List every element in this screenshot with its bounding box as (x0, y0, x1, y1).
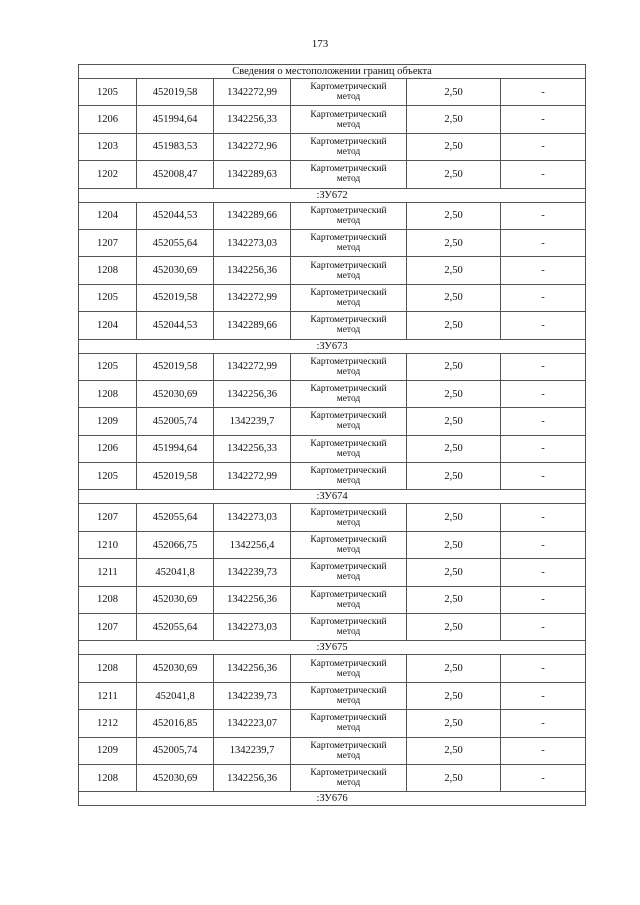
method-cell (291, 463, 407, 490)
accuracy-cell: 2,50 (407, 435, 501, 462)
x-coordinate-cell: 452019,58 (137, 353, 214, 380)
method-cell (291, 380, 407, 407)
y-coordinate-cell: 1342256,36 (214, 764, 291, 791)
method-line-2: метод (336, 778, 361, 789)
y-coordinate-cell: 1342256,36 (214, 380, 291, 407)
y-coordinate-cell: 1342272,99 (214, 284, 291, 311)
method-cell (291, 312, 407, 339)
note-cell: - (501, 655, 586, 682)
accuracy-cell: 2,50 (407, 79, 501, 106)
point-number-cell: 1208 (79, 586, 137, 613)
parcel-label: :ЗУ675 (79, 641, 586, 655)
point-number-cell: 1205 (79, 463, 137, 490)
y-coordinate-cell: 1342272,99 (214, 353, 291, 380)
method-cell (291, 737, 407, 764)
note-cell: - (501, 229, 586, 256)
method-cell (291, 764, 407, 791)
method-line-2: метод (336, 750, 361, 761)
method-line-2: метод (336, 545, 361, 556)
y-coordinate-cell: 1342256,36 (214, 257, 291, 284)
parcel-label: :ЗУ676 (79, 792, 586, 806)
accuracy-cell: 2,50 (407, 559, 501, 586)
accuracy-cell: 2,50 (407, 764, 501, 791)
note-cell: - (501, 79, 586, 106)
point-number-cell: 1206 (79, 106, 137, 133)
method-line-2: метод (336, 599, 361, 610)
point-number-cell: 1205 (79, 284, 137, 311)
x-coordinate-cell: 452005,74 (137, 408, 214, 435)
point-number-cell: 1202 (79, 161, 137, 188)
method-line-1: Картометрический (310, 740, 387, 751)
method-line-2: метод (336, 696, 361, 706)
method-line-1: Картометрический (310, 507, 387, 518)
note-cell: - (501, 559, 586, 586)
x-coordinate-cell: 452066,75 (137, 531, 214, 558)
accuracy-cell: 2,50 (407, 229, 501, 256)
point-number-cell: 1205 (79, 79, 137, 106)
method-line-2: метод (336, 723, 361, 734)
parcel-label-row (79, 490, 586, 504)
method-line-2: метод (336, 517, 361, 528)
note-cell: - (501, 161, 586, 188)
table-row (79, 106, 586, 133)
point-number-cell: 1207 (79, 504, 137, 531)
point-number-cell: 1206 (79, 435, 137, 462)
method-line-1: Картометрический (310, 562, 387, 573)
method-line-2: метод (336, 215, 361, 226)
note-cell: - (501, 463, 586, 490)
parcel-label: :ЗУ673 (79, 339, 586, 353)
method-line-1: Картометрический (310, 713, 387, 724)
note-cell: - (501, 586, 586, 613)
x-coordinate-cell: 451994,64 (137, 435, 214, 462)
x-coordinate-cell: 452055,64 (137, 614, 214, 641)
x-coordinate-cell: 452030,69 (137, 257, 214, 284)
y-coordinate-cell: 1342256,36 (214, 655, 291, 682)
point-number-cell: 1209 (79, 737, 137, 764)
note-cell: - (501, 764, 586, 791)
table-row (79, 531, 586, 558)
point-number-cell: 1211 (79, 682, 137, 709)
y-coordinate-cell: 1342239,73 (214, 559, 291, 586)
accuracy-cell: 2,50 (407, 257, 501, 284)
method-line-1: Картометрический (310, 109, 387, 120)
table-row (79, 79, 586, 106)
method-cell (291, 504, 407, 531)
y-coordinate-cell: 1342272,99 (214, 79, 291, 106)
table-row (79, 161, 586, 188)
method-cell (291, 435, 407, 462)
method-line-1: Картометрический (310, 384, 387, 395)
y-coordinate-cell: 1342273,03 (214, 229, 291, 256)
method-cell (291, 353, 407, 380)
note-cell: - (501, 106, 586, 133)
point-number-cell: 1204 (79, 202, 137, 229)
note-cell: - (501, 353, 586, 380)
table-row (79, 202, 586, 229)
note-cell: - (501, 312, 586, 339)
point-number-cell: 1207 (79, 229, 137, 256)
accuracy-cell: 2,50 (407, 737, 501, 764)
x-coordinate-cell: 452055,64 (137, 229, 214, 256)
method-cell (291, 710, 407, 737)
method-line-1: Картометрический (310, 82, 387, 93)
table-row (79, 463, 586, 490)
accuracy-cell: 2,50 (407, 106, 501, 133)
x-coordinate-cell: 452019,58 (137, 463, 214, 490)
method-line-1: Картометрический (310, 315, 387, 326)
method-line-2: метод (336, 572, 361, 583)
accuracy-cell: 2,50 (407, 614, 501, 641)
method-cell (291, 655, 407, 682)
x-coordinate-cell: 452030,69 (137, 655, 214, 682)
y-coordinate-cell: 1342239,7 (214, 408, 291, 435)
parcel-label-row (79, 641, 586, 655)
note-cell: - (501, 202, 586, 229)
table-row (79, 257, 586, 284)
table-row (79, 133, 586, 160)
method-cell (291, 408, 407, 435)
table-row (79, 586, 586, 613)
method-line-2: метод (336, 627, 361, 638)
table-row (79, 764, 586, 791)
method-line-2: метод (336, 476, 361, 487)
method-line-2: метод (336, 146, 361, 157)
method-line-2: метод (336, 394, 361, 405)
accuracy-cell: 2,50 (407, 504, 501, 531)
note-cell: - (501, 257, 586, 284)
x-coordinate-cell: 451983,53 (137, 133, 214, 160)
method-line-1: Картометрический (310, 411, 387, 422)
table-row (79, 229, 586, 256)
parcel-label: :ЗУ674 (79, 490, 586, 504)
method-line-2: метод (336, 174, 361, 185)
method-line-1: Картометрический (310, 205, 387, 216)
method-cell (291, 531, 407, 558)
point-number-cell: 1208 (79, 655, 137, 682)
x-coordinate-cell: 452030,69 (137, 586, 214, 613)
parcel-label: :ЗУ672 (79, 188, 586, 202)
y-coordinate-cell: 1342289,66 (214, 202, 291, 229)
note-cell: - (501, 614, 586, 641)
method-line-2: метод (336, 297, 361, 308)
x-coordinate-cell: 452044,53 (137, 202, 214, 229)
x-coordinate-cell: 452016,85 (137, 710, 214, 737)
method-line-2: метод (336, 448, 361, 459)
table-title: Сведения о местоположении границ объекта (79, 65, 586, 79)
note-cell: - (501, 504, 586, 531)
point-number-cell: 1212 (79, 710, 137, 737)
y-coordinate-cell: 1342256,33 (214, 435, 291, 462)
x-coordinate-cell: 452019,58 (137, 79, 214, 106)
method-cell (291, 559, 407, 586)
note-cell: - (501, 682, 586, 709)
method-line-1: Картометрический (310, 260, 387, 271)
point-number-cell: 1207 (79, 614, 137, 641)
y-coordinate-cell: 1342256,33 (214, 106, 291, 133)
table-row (79, 737, 586, 764)
note-cell: - (501, 408, 586, 435)
method-line-1: Картометрический (310, 233, 387, 244)
accuracy-cell: 2,50 (407, 161, 501, 188)
method-cell (291, 79, 407, 106)
method-line-2: метод (336, 325, 361, 336)
table-body (79, 65, 586, 806)
table-row (79, 312, 586, 339)
method-line-1: Картометрический (310, 658, 387, 669)
method-line-2: метод (336, 668, 361, 679)
y-coordinate-cell: 1342273,03 (214, 614, 291, 641)
accuracy-cell: 2,50 (407, 531, 501, 558)
accuracy-cell: 2,50 (407, 408, 501, 435)
accuracy-cell: 2,50 (407, 312, 501, 339)
method-line-1: Картометрический (310, 438, 387, 449)
point-number-cell: 1204 (79, 312, 137, 339)
x-coordinate-cell: 452030,69 (137, 764, 214, 791)
accuracy-cell: 2,50 (407, 682, 501, 709)
accuracy-cell: 2,50 (407, 710, 501, 737)
table-row (79, 710, 586, 737)
note-cell: - (501, 737, 586, 764)
accuracy-cell: 2,50 (407, 380, 501, 407)
x-coordinate-cell: 452030,69 (137, 380, 214, 407)
boundary-coordinates-table (78, 64, 586, 806)
point-number-cell: 1210 (79, 531, 137, 558)
point-number-cell: 1203 (79, 133, 137, 160)
table-row (79, 682, 586, 709)
x-coordinate-cell: 452044,53 (137, 312, 214, 339)
method-line-1: Картометрический (310, 589, 387, 600)
accuracy-cell: 2,50 (407, 655, 501, 682)
x-coordinate-cell: 452005,74 (137, 737, 214, 764)
parcel-label-row (79, 188, 586, 202)
accuracy-cell: 2,50 (407, 202, 501, 229)
method-line-1: Картометрический (310, 356, 387, 367)
method-cell (291, 586, 407, 613)
y-coordinate-cell: 1342223,07 (214, 710, 291, 737)
method-line-1: Картометрический (310, 535, 387, 546)
table-row (79, 655, 586, 682)
accuracy-cell: 2,50 (407, 133, 501, 160)
method-cell (291, 133, 407, 160)
x-coordinate-cell: 452019,58 (137, 284, 214, 311)
y-coordinate-cell: 1342272,99 (214, 463, 291, 490)
method-cell (291, 202, 407, 229)
page-number: 173 (311, 38, 329, 50)
note-cell: - (501, 284, 586, 311)
method-cell (291, 284, 407, 311)
point-number-cell: 1208 (79, 764, 137, 791)
table-row (79, 284, 586, 311)
y-coordinate-cell: 1342272,96 (214, 133, 291, 160)
method-cell (291, 682, 407, 709)
point-number-cell: 1205 (79, 353, 137, 380)
x-coordinate-cell: 452055,64 (137, 504, 214, 531)
method-line-1: Картометрический (310, 164, 387, 175)
point-number-cell: 1208 (79, 257, 137, 284)
table-row (79, 380, 586, 407)
point-number-cell: 1209 (79, 408, 137, 435)
method-line-2: метод (336, 119, 361, 130)
note-cell: - (501, 435, 586, 462)
note-cell: - (501, 710, 586, 737)
x-coordinate-cell: 452041,8 (137, 682, 214, 709)
note-cell: - (501, 531, 586, 558)
accuracy-cell: 2,50 (407, 284, 501, 311)
method-cell (291, 614, 407, 641)
table-row (79, 353, 586, 380)
method-line-2: метод (336, 366, 361, 377)
y-coordinate-cell: 1342239,73 (214, 682, 291, 709)
y-coordinate-cell: 1342256,36 (214, 586, 291, 613)
table-row (79, 504, 586, 531)
table-title-row (79, 65, 586, 79)
method-line-2: метод (336, 270, 361, 281)
method-line-2: метод (336, 243, 361, 254)
method-line-2: метод (336, 421, 361, 432)
method-line-1: Картометрический (310, 287, 387, 298)
method-cell (291, 161, 407, 188)
note-cell: - (501, 380, 586, 407)
parcel-label-row (79, 792, 586, 806)
accuracy-cell: 2,50 (407, 586, 501, 613)
y-coordinate-cell: 1342256,4 (214, 531, 291, 558)
method-line-1: Картометрический (310, 686, 387, 696)
y-coordinate-cell: 1342239,7 (214, 737, 291, 764)
method-line-1: Картометрический (310, 768, 387, 779)
point-number-cell: 1208 (79, 380, 137, 407)
table-row (79, 614, 586, 641)
y-coordinate-cell: 1342289,66 (214, 312, 291, 339)
x-coordinate-cell: 452008,47 (137, 161, 214, 188)
y-coordinate-cell: 1342273,03 (214, 504, 291, 531)
table-row (79, 408, 586, 435)
point-number-cell: 1211 (79, 559, 137, 586)
method-line-2: метод (336, 92, 361, 103)
x-coordinate-cell: 452041,8 (137, 559, 214, 586)
method-cell (291, 229, 407, 256)
method-cell (291, 106, 407, 133)
parcel-label-row (79, 339, 586, 353)
method-line-1: Картометрический (310, 617, 387, 628)
method-line-1: Картометрический (310, 136, 387, 147)
accuracy-cell: 2,50 (407, 463, 501, 490)
y-coordinate-cell: 1342289,63 (214, 161, 291, 188)
accuracy-cell: 2,50 (407, 353, 501, 380)
table-row (79, 435, 586, 462)
x-coordinate-cell: 451994,64 (137, 106, 214, 133)
method-cell (291, 257, 407, 284)
method-line-1: Картометрический (310, 466, 387, 477)
table-row (79, 559, 586, 586)
note-cell: - (501, 133, 586, 160)
